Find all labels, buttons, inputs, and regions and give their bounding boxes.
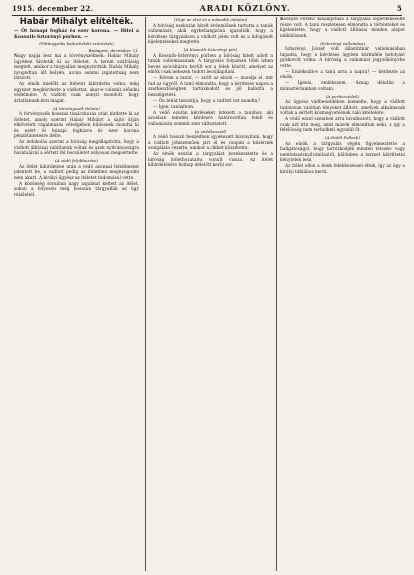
page-number: 5 (396, 3, 402, 13)
paragraph: Az elnök mielőtt az ítéletet kihirdette volna, még egyszer megkérdezte a vádlottat, akar-e valamit előadni védelmére. A vádlott csak annyit mondott, hogy ártatlannak érzi magát. (14, 82, 139, 104)
article-headline: Habár Mihályt elítélték. (19, 17, 134, 27)
paragraph: A közönség soraiban nagy izgalmat keltett az ítélet, sokan a folyosón még hosszan tárgyalták az ügy részleteit. (14, 181, 139, 198)
paragraph: Az elnök ezután a tárgyalást berekesztette és a bíróság ítélethozatalra vonult vissza. Az ítélet kihirdetésére holnap délelőtt kerül sor. (148, 152, 273, 169)
dateline: Budapest, december 21. (88, 47, 139, 53)
paragraph: — Igen, tanúsítom. (153, 104, 195, 110)
paragraph: A törvényszék hosszas tanácskozás után hirdette ki az ítéletet, amely szerint Habár Mihályt a sajtó útján elkövetett rágalmazás vétségében bűnösnek mondta ki és ezért öt hónapi fogházra és ezer korona pénzbüntetésre ítélte. (14, 112, 139, 140)
section-heading: (A Fedél Pollack) (324, 135, 361, 141)
paragraph: A Kossuth-Szterényi pörben a bíróság hitelt adott a tanúk vallomásainak. A tárgyalás folyamán több ízben heves szóváltásra került sor a felek között, amelyet az elnök csak nehezen tudott lecsillapítani. (148, 53, 273, 75)
section-heading: (A Kossuth-Szterényi pör) (183, 47, 238, 52)
paragraph: — Ön tehát tanúsítja, hogy a vádlott ezt mondta? (153, 98, 260, 104)
column-divider (276, 17, 277, 571)
page-header (12, 2, 402, 14)
paragraph: Az ítélet kihirdetése után a védő azonnal felebbezést jelentett be, a vádlott pedig az ítéletben megnyugodni nem akart. A királyi ügyész az ítéletet tudomásul vette. (14, 164, 139, 181)
paragraph: Az ügyész vádbeszédében kiemelte, hogy a vádlott tudatosan valótlan tényeket állított, amelyek alkalmasak voltak a sértett közmegvetésnek való kitételére. (280, 100, 405, 117)
paragraph: Az indokolás szerint a bíróság megállapította, hogy a vádlott állításai valótlanok voltak és azok nyilvánosságra hozatalával a sértett fél becsületét súlyosan megsértette. (14, 140, 139, 157)
article-deck: — Öt hónapi fogház és ezer korona. — Hitel a Kossuth-Szterényi pörben. — (14, 29, 139, 40)
newspaper-title: ARADI KÖZLÖNY. (199, 3, 291, 13)
paragraph: A bíróság ezekután hitelt érdemlőnek tartotta a tanúk vallomását, akik egybehangzóan igazolták, hogy a kérdéses tárgyaláson a vádlott jelen volt és a kifogásolt kijelentéseket megtette. (148, 23, 273, 45)
paragraph: Nagy napja lesz ma a törvényszéknek: Habár Mihály ügyében hirdetik ki az ítéletet. A terem zsúfolásig megtelt, amikor a tárgyalást megnyitották. Habár Mihály nyugodtan ült helyén, arcán semmi izgatottság nem látszott. (14, 54, 139, 82)
section-heading: (A törvényszék ítélete) (53, 105, 100, 111)
paragraph: Az elnök a tárgyalás végén figyelmeztette a hallgatóságot, hogy tartózkodjék minden tetszés- vagy nemtetszésnyilvánítástól, különben a termet kiüríttetni kénytelen lesz. (280, 141, 405, 164)
column-3 (280, 17, 405, 571)
section-heading: (A védő felebbezése) (54, 158, 98, 164)
paragraph: A védő hosszú beszédben igyekezett bizonyítani, hogy a vádlott jóhiszeműen járt el és csupán a közérdek szolgálata vezette, amikor a cikket közzétette. (148, 135, 273, 152)
column-1 (14, 17, 139, 571)
paragraph: — Emlékszik-e a tanú arra a napra? — kérdezte az elnök. (280, 69, 405, 81)
header-rule (12, 15, 402, 16)
paragraph: Az ítélet ellen a felek felebbezéssel éltek, így az ügy a királyi táblához kerül. (280, 164, 405, 175)
paragraph: A védő ezzel szemben arra hivatkozott, hogy a vádlott csak azt írta meg, amit mások elmondtak neki, s így a felelősség nem terhelheti egyedül őt. (280, 117, 405, 134)
paragraph: — Kérem a tanút, — szólt az elnök — mondja el, mit tud az ügyről. A tanú elmondta, hogy a kérdéses napon a szerkesztőségben tartózkodott és jól hallotta a beszélgetést. (148, 76, 273, 98)
paragraph: — Igenis, emlékszem. Aznap délután a minisztériumban voltam. (280, 81, 405, 92)
article-subheading: (Főtárgyalás kaduckététi szüntetés) (39, 41, 114, 47)
paragraph: Kossuth Ferenc kihallgatása a tárgyalás legérdekesebb része volt. A tanú részletesen elmondta a történteket és kijelentette, hogy a vádlott állításai minden alapot nélkülöznek. (280, 17, 405, 39)
paragraph: A védő ezután kérdéseket intézett a tanúhoz, aki azonban minden kérdésre határozottan felelt és vallomásán semmit sem változtatott. (148, 110, 273, 127)
paragraph: Szterényi József volt államtitkár vallomásában tagadta, hogy a kérdéses ügyben bármiféle befolyást gyakorolt volna. A bíróság a vallomást jegyzőkönyvbe vette. (280, 47, 405, 69)
section-heading: (A védőbeszéd) (194, 128, 227, 134)
column-2 (148, 17, 273, 571)
issue-date: 1915. december 22. (12, 3, 94, 13)
continuation-note: (Vége az első és a második oldalon) (173, 17, 248, 22)
column-divider (145, 17, 146, 571)
section-heading: (Szterényi vallomása) (320, 40, 365, 46)
section-heading: (A perbeszédek) (325, 93, 360, 99)
